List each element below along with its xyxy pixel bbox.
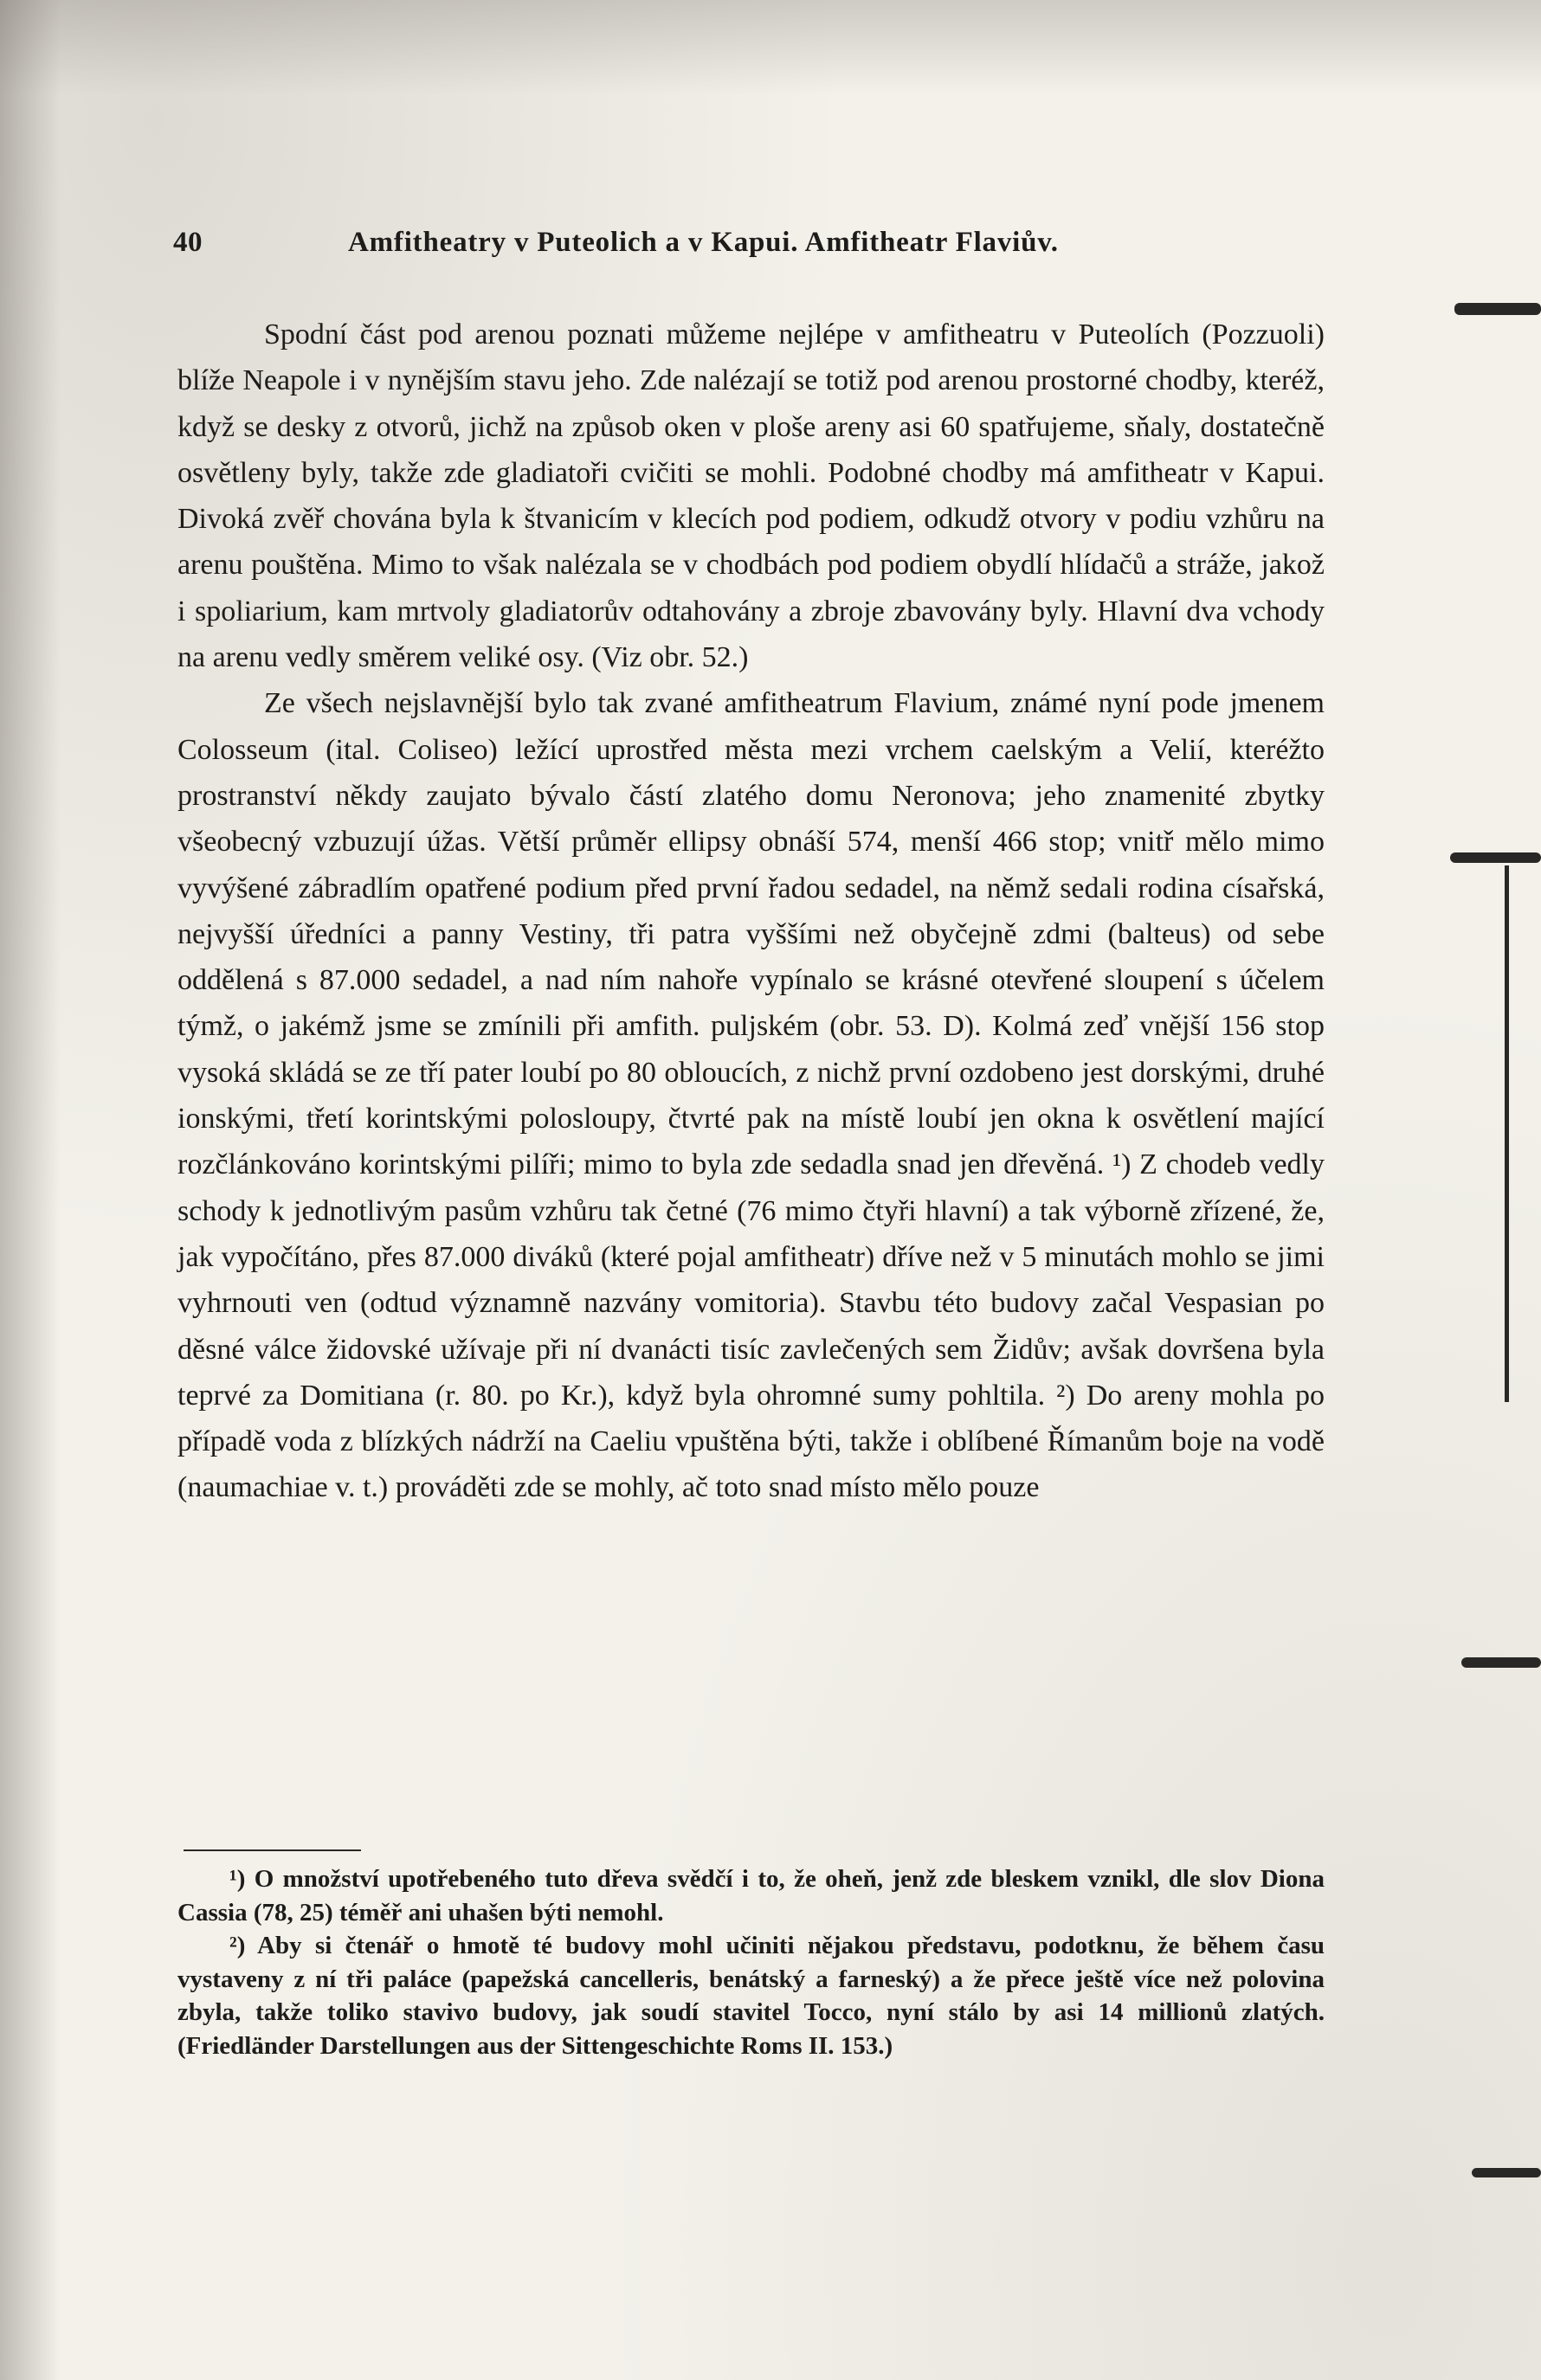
scan-mark [1454, 303, 1541, 315]
page-shadow-left [0, 0, 61, 2380]
page-shadow-top [0, 0, 1541, 95]
scan-mark [1450, 852, 1541, 863]
page-number: 40 [173, 227, 203, 258]
footnote: ²) Aby si čtenář o hmotě té budovy mohl učiniti nějakou představu, podotknu, že během času vystaveny z ní tři paláce (papežská cancelleris, benátský a farneský) a že přece ještě více než polovina zbyla, takže toliko stavivo budovy, jak soudí stavitel Tocco, nyní stálo by asi 14 millionů zlatých. (Friedländer Darstellungen aus der Sittengeschichte Roms II. 153.) [177, 1932, 1325, 2060]
paragraph: Ze všech nejslavnější bylo tak zvané amfitheatrum Flavium, známé nyní pode jmenem Colosseum (ital. Coliseo) ležící uprostřed města mezi vrchem caelským a Velií, kteréžto prostranství někdy zaujato bývalo částí zlatého domu Neronova; jeho znamenité zbytky všeobecný vzbuzují úžas. Větší průměr ellipsy obnáší 574, menší 466 stop; vnitř mělo mimo vyvýšené zábradlím opatřené podium před první řadou sedadel, na němž sedali rodina císařská, nejvyšší úředníci a panny Vestiny, tři patra vyššími než obyčejně zdmi (balteus) od sebe oddělená s 87.000 sedadel, a nad ním nahoře vypínalo se krásné otevřené sloupení s účelem týmž, o jakémž jsme se zmínili při amfith. puljském (obr. 53. D). Kolmá zeď vnější 156 stop vysoká skládá se ze tří pater loubí po 80 obloucích, z nichž první ozdobeno jest dorskými, druhé ionskými, třetí korintskými polosloupy, čtvrté pak na místě loubí jen okna k osvětlení mající rozčlánkováno korintskými pilíři; mimo to byla zde sedadla snad jen dřevěná. ¹) Z chodeb vedly schody k jednotlivým pasům vzhůru tak četné (76 mimo čtyři hlavní) a tak výborně zřízené, že, jak vypočítáno, přes 87.000 diváků (které pojal amfitheatr) dříve než v 5 minutách mohlo se jimi vyhrnouti ven (odtud významně nazvány vomitoria). Stavbu této budovy začal Vespasian po děsné válce židovské užívaje při ní dvanácti tisíc zavlečených sem Židův; avšak dovršena byla teprvé za Domitiana (r. 80. po Kr.), když byla ohromné sumy pohltila. ²) Do areny mohla po případě voda z blízkých nádrží na Caeliu vpuštěna býti, takže i oblíbené Římanům boje na vodě (naumachiae v. t.) prováděti zde se mohly, ač toto snad místo mělo pouze [177, 687, 1325, 1504]
page-header [173, 227, 1333, 268]
scan-mark [1461, 1657, 1541, 1668]
main-text [177, 312, 1325, 1511]
scan-mark [1505, 865, 1509, 1402]
footnotes [177, 1862, 1325, 2062]
footnote-divider [184, 1849, 361, 1851]
running-title: Amfitheatry v Puteolich a v Kapui. Amfitheatr Flaviův. [348, 227, 1059, 258]
footnote: ¹) O množství upotřebeného tuto dřeva svědčí i to, že oheň, jenž zde bleskem vznikl, dle slov Diona Cassia (78, 25) téměř ani uhašen býti nemohl. [177, 1865, 1325, 1927]
paragraph: Spodní část pod arenou poznati můžeme nejlépe v amfitheatru v Puteolích (Pozzuoli) blíže Neapole i v nynějším stavu jeho. Zde nalézají se totiž pod arenou prostorné chodby, kteréž, když se desky z otvorů, jichž na způsob oken v ploše areny asi 60 spatřujeme, sňaly, dostatečně osvětleny byly, takže zde gladiatoři cvičiti se mohli. Podobné chodby má amfitheatr v Kapui. Divoká zvěř chována byla k štvanicím v klecích pod podiem, odkudž otvory v podiu vzhůru na arenu pouštěna. Mimo to však nalézala se v chodbách pod podiem obydlí hlídačů a stráže, jakož i spoliarium, kam mrtvoly gladiatorův odtahovány a zbroje zbavovány byly. Hlavní dva vchody na arenu vedly směrem veliké osy. (Viz obr. 52.) [177, 318, 1325, 674]
scan-mark [1472, 2168, 1541, 2177]
